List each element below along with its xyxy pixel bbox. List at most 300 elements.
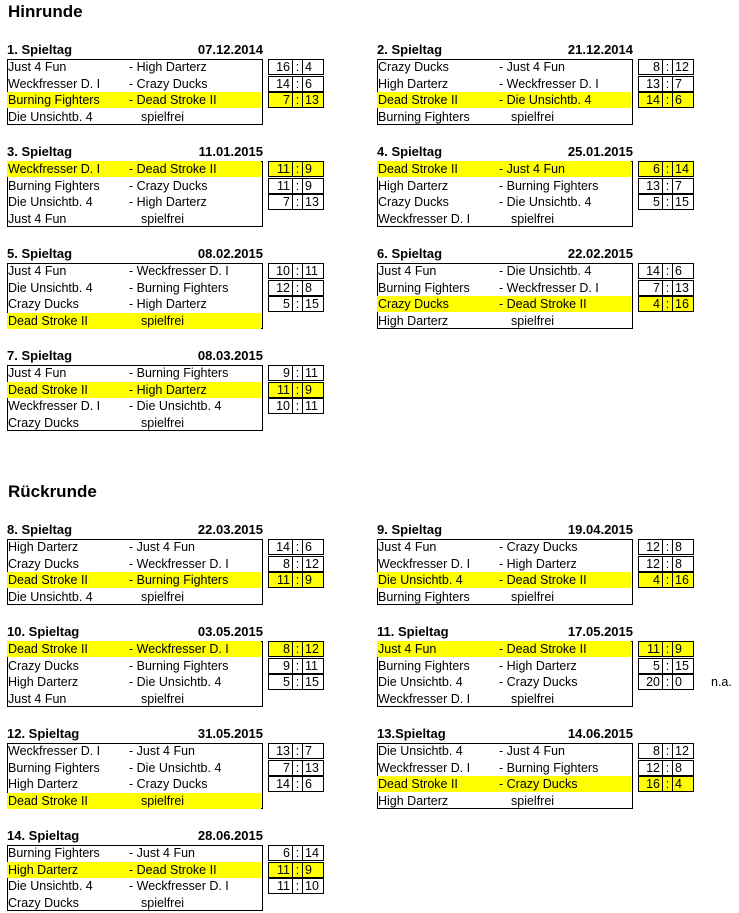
matchday-date: 08.02.2015 bbox=[197, 246, 263, 261]
match-row bbox=[7, 76, 327, 92]
score-box bbox=[638, 760, 694, 776]
match-row bbox=[7, 280, 327, 296]
match-row bbox=[7, 263, 327, 279]
home-team: Weckfresser D. I bbox=[378, 556, 471, 571]
match-teams bbox=[7, 539, 261, 555]
score-box bbox=[268, 556, 324, 572]
score-box bbox=[268, 178, 324, 194]
home-team: Crazy Ducks bbox=[8, 556, 79, 571]
score-separator: : bbox=[663, 179, 673, 193]
score-box bbox=[638, 92, 694, 108]
score-box bbox=[638, 539, 694, 555]
match-row bbox=[377, 76, 697, 92]
match-row bbox=[377, 674, 732, 690]
home-team: High Darterz bbox=[8, 675, 79, 689]
score-separator: : bbox=[293, 573, 303, 587]
home-team: Burning Fighters bbox=[378, 280, 470, 295]
away-team: - Just 4 Fun bbox=[129, 744, 195, 758]
score-home: 8 bbox=[639, 744, 663, 758]
section-title-rueckrunde: Rückrunde bbox=[8, 482, 97, 501]
match-teams bbox=[7, 556, 261, 572]
match-row bbox=[7, 674, 327, 690]
bye-row bbox=[7, 691, 327, 707]
score-away: 12 bbox=[305, 556, 319, 571]
score-away: 11 bbox=[305, 264, 318, 278]
bye-teams bbox=[377, 211, 631, 227]
score-away: 0 bbox=[675, 675, 682, 689]
matchday-date: 22.03.2015 bbox=[197, 522, 263, 537]
match-row bbox=[377, 59, 697, 75]
score-box bbox=[268, 161, 324, 177]
match-teams bbox=[7, 382, 261, 398]
bye-teams bbox=[7, 211, 261, 227]
away-team: - Die Unsichtb. 4 bbox=[129, 675, 222, 689]
score-away: 15 bbox=[675, 658, 689, 673]
score-separator: : bbox=[663, 60, 673, 74]
matchday-title: 1. Spieltag bbox=[7, 42, 73, 57]
score-home: 11 bbox=[269, 383, 293, 397]
match-teams bbox=[7, 674, 261, 690]
score-separator: : bbox=[293, 60, 303, 74]
score-box bbox=[638, 641, 694, 657]
score-away: 9 bbox=[305, 162, 312, 176]
bye-row bbox=[377, 793, 697, 809]
home-team: Weckfresser D. I bbox=[8, 399, 101, 413]
matchday-header bbox=[377, 143, 633, 160]
score-away: 6 bbox=[305, 76, 312, 91]
score-home: 6 bbox=[639, 162, 663, 176]
bye-label: spielfrei bbox=[511, 589, 555, 604]
home-team: Dead Stroke II bbox=[378, 93, 458, 107]
score-box bbox=[638, 572, 694, 588]
score-box bbox=[268, 382, 324, 398]
score-home: 8 bbox=[639, 60, 663, 74]
away-team: - Burning Fighters bbox=[129, 366, 229, 380]
away-team: - Burning Fighters bbox=[129, 658, 229, 673]
score-separator: : bbox=[293, 366, 303, 380]
bye-team: Just 4 Fun bbox=[8, 691, 67, 706]
matchday-header bbox=[7, 827, 263, 844]
score-away: 8 bbox=[675, 760, 682, 775]
home-team: Dead Stroke II bbox=[8, 573, 88, 587]
score-box bbox=[268, 760, 324, 776]
match-teams bbox=[377, 178, 631, 194]
match-teams bbox=[377, 743, 631, 759]
home-team: Just 4 Fun bbox=[378, 642, 437, 656]
match-teams bbox=[377, 641, 631, 657]
match-teams bbox=[7, 572, 261, 588]
match-teams bbox=[377, 194, 631, 210]
score-box bbox=[638, 674, 694, 690]
matchday-date: 03.05.2015 bbox=[197, 624, 263, 639]
bye-label: spielfrei bbox=[141, 895, 185, 910]
matchday-header bbox=[377, 623, 633, 640]
home-team: Weckfresser D. I bbox=[378, 760, 471, 775]
home-team: High Darterz bbox=[8, 540, 79, 554]
home-team: Dead Stroke II bbox=[8, 382, 88, 397]
matchday-header bbox=[7, 245, 263, 262]
score-separator: : bbox=[293, 77, 303, 91]
score-home: 7 bbox=[269, 93, 293, 107]
away-team: - Dead Stroke II bbox=[129, 862, 217, 877]
bye-team: Die Unsichtb. 4 bbox=[8, 589, 93, 604]
score-home: 12 bbox=[639, 540, 663, 554]
score-separator: : bbox=[293, 281, 303, 295]
score-away: 9 bbox=[675, 642, 682, 656]
match-teams bbox=[377, 296, 631, 312]
score-box bbox=[638, 263, 694, 279]
score-separator: : bbox=[293, 297, 303, 311]
score-home: 5 bbox=[269, 675, 293, 689]
match-teams bbox=[377, 556, 631, 572]
score-home: 5 bbox=[639, 659, 663, 673]
score-box bbox=[268, 296, 324, 312]
away-team: - High Darterz bbox=[129, 60, 207, 74]
bye-label: spielfrei bbox=[141, 313, 185, 328]
home-team: Crazy Ducks bbox=[378, 297, 449, 311]
match-note: n.a. bbox=[711, 675, 732, 689]
score-home: 11 bbox=[269, 573, 293, 587]
score-box bbox=[268, 862, 324, 878]
home-team: Die Unsichtb. 4 bbox=[8, 195, 93, 209]
score-separator: : bbox=[293, 557, 303, 571]
bye-teams bbox=[7, 793, 261, 809]
score-away: 8 bbox=[675, 556, 682, 571]
score-away: 15 bbox=[305, 297, 319, 311]
away-team: - High Darterz bbox=[129, 382, 207, 397]
score-separator: : bbox=[293, 675, 303, 689]
score-box bbox=[268, 539, 324, 555]
match-row bbox=[7, 296, 327, 312]
away-team: - Dead Stroke II bbox=[129, 162, 217, 176]
bye-row bbox=[7, 415, 327, 431]
match-row bbox=[377, 572, 697, 588]
match-teams bbox=[377, 76, 631, 92]
score-box bbox=[638, 76, 694, 92]
score-separator: : bbox=[293, 399, 303, 413]
bye-label: spielfrei bbox=[511, 691, 555, 706]
score-home: 13 bbox=[639, 179, 663, 193]
score-home: 6 bbox=[269, 846, 293, 860]
matchday-title: 14. Spieltag bbox=[7, 828, 80, 843]
away-team: - Crazy Ducks bbox=[129, 76, 208, 91]
home-team: Die Unsichtb. 4 bbox=[378, 573, 463, 587]
match-teams bbox=[7, 76, 261, 92]
score-box bbox=[638, 178, 694, 194]
score-home: 14 bbox=[269, 77, 293, 91]
score-separator: : bbox=[293, 879, 303, 893]
bye-row bbox=[377, 691, 697, 707]
bye-teams bbox=[377, 691, 631, 707]
score-box bbox=[638, 776, 694, 792]
score-box bbox=[638, 743, 694, 759]
score-away: 7 bbox=[675, 178, 682, 193]
score-separator: : bbox=[663, 195, 673, 209]
score-separator: : bbox=[663, 573, 673, 587]
score-away: 11 bbox=[305, 658, 318, 673]
match-row bbox=[377, 178, 697, 194]
score-away: 14 bbox=[305, 846, 319, 860]
match-row bbox=[7, 776, 327, 792]
score-away: 11 bbox=[305, 366, 318, 380]
bye-team: High Darterz bbox=[378, 793, 449, 808]
away-team: - Burning Fighters bbox=[129, 573, 229, 587]
matchday-date: 07.12.2014 bbox=[197, 42, 263, 57]
match-row bbox=[7, 556, 327, 572]
matchday-date: 31.05.2015 bbox=[197, 726, 263, 741]
score-box bbox=[268, 263, 324, 279]
score-home: 10 bbox=[269, 399, 293, 413]
away-team: - Weckfresser D. I bbox=[129, 642, 229, 656]
score-home: 11 bbox=[269, 879, 293, 893]
score-box bbox=[268, 76, 324, 92]
home-team: Just 4 Fun bbox=[378, 264, 437, 278]
bye-row bbox=[7, 211, 327, 227]
bye-teams bbox=[377, 793, 631, 809]
score-home: 4 bbox=[639, 573, 663, 587]
bye-label: spielfrei bbox=[141, 109, 185, 124]
bye-row bbox=[7, 793, 327, 809]
home-team: Crazy Ducks bbox=[8, 658, 79, 673]
score-home: 5 bbox=[269, 297, 293, 311]
score-away: 6 bbox=[305, 540, 312, 554]
score-separator: : bbox=[293, 93, 303, 107]
away-team: - Die Unsichtb. 4 bbox=[499, 93, 592, 107]
match-teams bbox=[377, 263, 631, 279]
away-team: - Weckfresser D. I bbox=[129, 264, 229, 278]
home-team: Dead Stroke II bbox=[378, 777, 458, 791]
match-teams bbox=[7, 862, 261, 878]
match-row bbox=[7, 760, 327, 776]
bye-team: Dead Stroke II bbox=[8, 313, 88, 328]
matchday-header bbox=[377, 41, 633, 58]
score-separator: : bbox=[663, 93, 673, 107]
bye-row bbox=[7, 313, 327, 329]
score-away: 4 bbox=[675, 777, 682, 791]
home-team: Dead Stroke II bbox=[8, 642, 88, 656]
matchday-date: 21.12.2014 bbox=[567, 42, 633, 57]
matchday-date: 17.05.2015 bbox=[567, 624, 633, 639]
score-separator: : bbox=[663, 281, 673, 295]
score-separator: : bbox=[663, 777, 673, 791]
match-row bbox=[7, 92, 327, 108]
away-team: - Burning Fighters bbox=[499, 178, 599, 193]
home-team: Die Unsichtb. 4 bbox=[8, 280, 93, 295]
score-home: 12 bbox=[639, 557, 663, 571]
score-box bbox=[268, 878, 324, 894]
score-home: 11 bbox=[269, 162, 293, 176]
away-team: - Weckfresser D. I bbox=[499, 76, 599, 91]
score-home: 12 bbox=[269, 281, 293, 295]
home-team: High Darterz bbox=[8, 862, 79, 877]
score-separator: : bbox=[663, 675, 673, 689]
score-box bbox=[638, 161, 694, 177]
score-box bbox=[638, 658, 694, 674]
away-team: - Dead Stroke II bbox=[129, 93, 217, 107]
score-box bbox=[268, 194, 324, 210]
home-team: High Darterz bbox=[378, 178, 449, 193]
score-home: 16 bbox=[269, 60, 293, 74]
score-away: 13 bbox=[305, 195, 319, 209]
match-teams bbox=[7, 263, 261, 279]
away-team: - Die Unsichtb. 4 bbox=[499, 264, 592, 278]
bye-teams bbox=[7, 109, 261, 125]
away-team: - High Darterz bbox=[499, 658, 577, 673]
bye-label: spielfrei bbox=[141, 793, 185, 808]
matchday-title: 11. Spieltag bbox=[377, 624, 449, 639]
section-title-hinrunde: Hinrunde bbox=[8, 2, 83, 21]
away-team: - Crazy Ducks bbox=[129, 777, 208, 791]
home-team: Burning Fighters bbox=[8, 760, 100, 775]
match-row bbox=[377, 760, 697, 776]
home-team: Die Unsichtb. 4 bbox=[378, 675, 463, 689]
home-team: High Darterz bbox=[8, 777, 79, 791]
matchday-date: 22.02.2015 bbox=[567, 246, 633, 261]
match-teams bbox=[377, 59, 631, 75]
score-separator: : bbox=[663, 744, 673, 758]
score-box bbox=[268, 572, 324, 588]
bye-team: Just 4 Fun bbox=[8, 211, 67, 226]
match-teams bbox=[7, 743, 261, 759]
home-team: Just 4 Fun bbox=[8, 60, 67, 74]
score-separator: : bbox=[293, 383, 303, 397]
score-home: 16 bbox=[639, 777, 663, 791]
bye-row bbox=[377, 589, 697, 605]
score-away: 12 bbox=[675, 744, 689, 758]
away-team: - High Darterz bbox=[129, 297, 207, 311]
match-teams bbox=[377, 539, 631, 555]
score-separator: : bbox=[293, 540, 303, 554]
match-row bbox=[7, 743, 327, 759]
away-team: - Just 4 Fun bbox=[129, 540, 195, 554]
bye-teams bbox=[377, 109, 631, 125]
match-row bbox=[7, 641, 327, 657]
bye-row bbox=[7, 895, 327, 911]
match-teams bbox=[7, 776, 261, 792]
score-away: 7 bbox=[675, 76, 682, 91]
match-teams bbox=[7, 760, 261, 776]
match-row bbox=[377, 280, 697, 296]
match-row bbox=[7, 398, 327, 414]
matchday-title: 8. Spieltag bbox=[7, 522, 73, 537]
score-separator: : bbox=[293, 642, 303, 656]
bye-row bbox=[377, 313, 697, 329]
home-team: High Darterz bbox=[378, 76, 449, 91]
bye-label: spielfrei bbox=[511, 793, 555, 808]
home-team: Burning Fighters bbox=[378, 658, 470, 673]
score-separator: : bbox=[293, 179, 303, 193]
match-teams bbox=[377, 658, 631, 674]
away-team: - Weckfresser D. I bbox=[129, 879, 229, 893]
matchday-title: 13.Spieltag bbox=[377, 726, 446, 741]
matchday-title: 4. Spieltag bbox=[377, 144, 443, 159]
match-row bbox=[377, 641, 697, 657]
score-box bbox=[268, 365, 324, 381]
match-row bbox=[7, 845, 327, 861]
score-home: 8 bbox=[269, 557, 293, 571]
score-box bbox=[268, 280, 324, 296]
bye-teams bbox=[7, 415, 261, 431]
away-team: - Dead Stroke II bbox=[499, 642, 587, 656]
score-separator: : bbox=[663, 659, 673, 673]
score-home: 7 bbox=[269, 195, 293, 209]
score-away: 13 bbox=[675, 280, 689, 295]
score-home: 8 bbox=[269, 642, 293, 656]
score-away: 9 bbox=[305, 178, 312, 193]
score-away: 12 bbox=[305, 642, 319, 656]
bye-team: Weckfresser D. I bbox=[378, 211, 471, 226]
score-away: 13 bbox=[305, 760, 319, 775]
away-team: - Die Unsichtb. 4 bbox=[129, 399, 222, 413]
score-separator: : bbox=[293, 264, 303, 278]
home-team: Burning Fighters bbox=[8, 93, 100, 107]
bye-team: Dead Stroke II bbox=[8, 793, 88, 808]
match-row bbox=[377, 296, 697, 312]
matchday-date: 11.01.2015 bbox=[198, 144, 263, 159]
score-separator: : bbox=[663, 761, 673, 775]
score-box bbox=[268, 398, 324, 414]
match-row bbox=[377, 263, 697, 279]
score-separator: : bbox=[663, 642, 673, 656]
matchday-header bbox=[7, 143, 263, 160]
score-home: 10 bbox=[269, 264, 293, 278]
bye-team: Crazy Ducks bbox=[8, 415, 79, 430]
match-row bbox=[7, 382, 327, 398]
matchday-date: 08.03.2015 bbox=[197, 348, 263, 363]
match-teams bbox=[377, 674, 631, 690]
score-home: 5 bbox=[639, 195, 663, 209]
match-teams bbox=[377, 776, 631, 792]
away-team: - Just 4 Fun bbox=[499, 162, 565, 176]
bye-teams bbox=[7, 313, 261, 329]
match-row bbox=[377, 161, 697, 177]
score-separator: : bbox=[293, 863, 303, 877]
score-away: 12 bbox=[675, 60, 689, 74]
score-separator: : bbox=[663, 540, 673, 554]
score-home: 14 bbox=[269, 540, 293, 554]
score-separator: : bbox=[663, 297, 673, 311]
match-row bbox=[7, 194, 327, 210]
bye-team: High Darterz bbox=[378, 313, 449, 328]
matchday-header bbox=[7, 41, 263, 58]
match-teams bbox=[7, 398, 261, 414]
score-away: 8 bbox=[675, 540, 682, 554]
score-home: 7 bbox=[269, 761, 293, 775]
home-team: Just 4 Fun bbox=[8, 366, 67, 380]
home-team: Crazy Ducks bbox=[378, 195, 449, 209]
score-separator: : bbox=[293, 846, 303, 860]
score-separator: : bbox=[293, 659, 303, 673]
bye-teams bbox=[7, 895, 261, 911]
match-row bbox=[7, 878, 327, 894]
bye-teams bbox=[7, 691, 261, 707]
matchday-header bbox=[7, 725, 263, 742]
bye-team: Crazy Ducks bbox=[8, 895, 79, 910]
away-team: - Crazy Ducks bbox=[499, 777, 578, 791]
score-away: 14 bbox=[675, 162, 689, 176]
score-away: 6 bbox=[675, 264, 682, 278]
score-home: 14 bbox=[639, 264, 663, 278]
bye-label: spielfrei bbox=[141, 415, 185, 430]
matchday-title: 7. Spieltag bbox=[7, 348, 73, 363]
matchday-date: 19.04.2015 bbox=[567, 522, 633, 537]
home-team: Die Unsichtb. 4 bbox=[378, 744, 463, 758]
matchday-header bbox=[7, 347, 263, 364]
score-box bbox=[268, 59, 324, 75]
score-separator: : bbox=[293, 195, 303, 209]
home-team: Die Unsichtb. 4 bbox=[8, 879, 93, 893]
match-teams bbox=[7, 280, 261, 296]
